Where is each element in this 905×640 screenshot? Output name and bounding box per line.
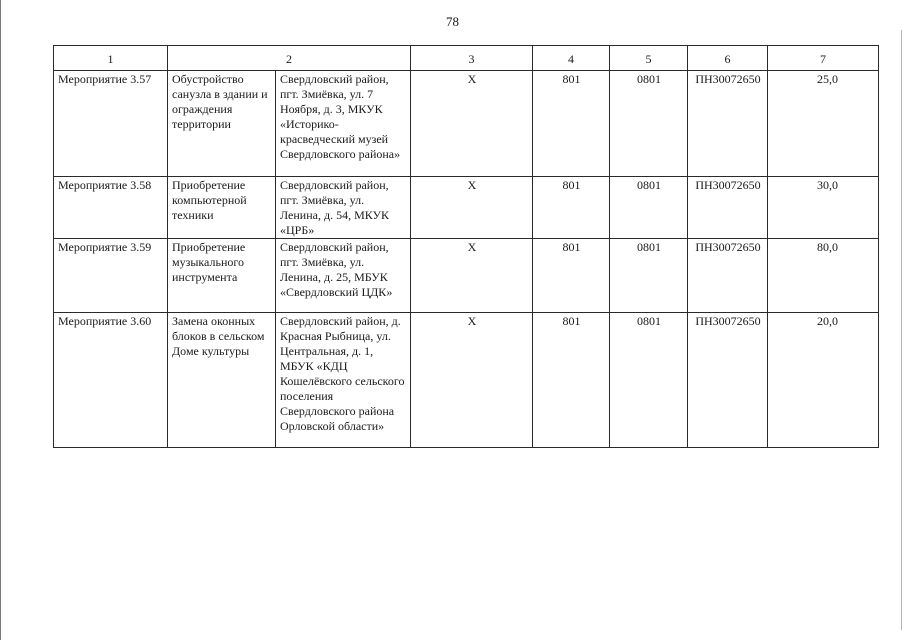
column-number-row [54, 46, 879, 71]
table-row [54, 313, 879, 448]
col4-cell: 801 [533, 313, 610, 448]
col6-cell: ПН30072650 [688, 313, 768, 448]
col7-cell: 25,0 [768, 71, 879, 177]
col7-cell: 80,0 [768, 239, 879, 313]
col3-cell: Х [411, 71, 533, 177]
description-cell: Замена оконных блоков в сельском Доме культуры [168, 313, 276, 448]
col5-cell: 0801 [610, 313, 688, 448]
col6-cell: ПН30072650 [688, 239, 768, 313]
col7-cell: 20,0 [768, 313, 879, 448]
col3-cell: Х [411, 313, 533, 448]
column-header-3: 3 [411, 46, 533, 71]
col3-cell: Х [411, 239, 533, 313]
col6-cell: ПН30072650 [688, 177, 768, 239]
column-header-2: 2 [168, 46, 411, 71]
column-header-4: 4 [533, 46, 610, 71]
column-header-7: 7 [768, 46, 879, 71]
table-row [54, 177, 879, 239]
col5-cell: 0801 [610, 71, 688, 177]
col5-cell: 0801 [610, 239, 688, 313]
address-cell: Свердловский район, д. Красная Рыбница, ул. Центральная, д. 1, МБУК «КДЦ Кошелёвского сельского поселения Свердловского района Орловской области» [276, 313, 411, 448]
budget-table [53, 45, 879, 448]
description-cell: Приобретение компьютерной техники [168, 177, 276, 239]
col5-cell: 0801 [610, 177, 688, 239]
col7-cell: 30,0 [768, 177, 879, 239]
event-cell: Мероприятие 3.57 [54, 71, 168, 177]
event-cell: Мероприятие 3.60 [54, 313, 168, 448]
event-cell: Мероприятие 3.59 [54, 239, 168, 313]
description-cell: Обустройство санузла в здании и ограждения территории [168, 71, 276, 177]
page-right-border [901, 30, 902, 630]
address-cell: Свердловский район, пгт. Змиёвка, ул. 7 Ноября, д. 3, МКУК «Историко-красведческий музей Свердловского района» [276, 71, 411, 177]
event-cell: Мероприятие 3.58 [54, 177, 168, 239]
address-cell: Свердловский район, пгт. Змиёвка, ул. Ленина, д. 25, МБУК «Свердловский ЦДК» [276, 239, 411, 313]
column-header-5: 5 [610, 46, 688, 71]
col6-cell: ПН30072650 [688, 71, 768, 177]
col3-cell: Х [411, 177, 533, 239]
column-header-6: 6 [688, 46, 768, 71]
address-cell: Свердловский район, пгт. Змиёвка, ул. Ленина, д. 54, МКУК «ЦРБ» [276, 177, 411, 239]
col4-cell: 801 [533, 71, 610, 177]
table-row [54, 71, 879, 177]
description-cell: Приобретение музыкального инструмента [168, 239, 276, 313]
col4-cell: 801 [533, 177, 610, 239]
col4-cell: 801 [533, 239, 610, 313]
page-number: 78 [446, 14, 459, 29]
column-header-1: 1 [54, 46, 168, 71]
page-left-border [0, 0, 1, 640]
table-row [54, 239, 879, 313]
